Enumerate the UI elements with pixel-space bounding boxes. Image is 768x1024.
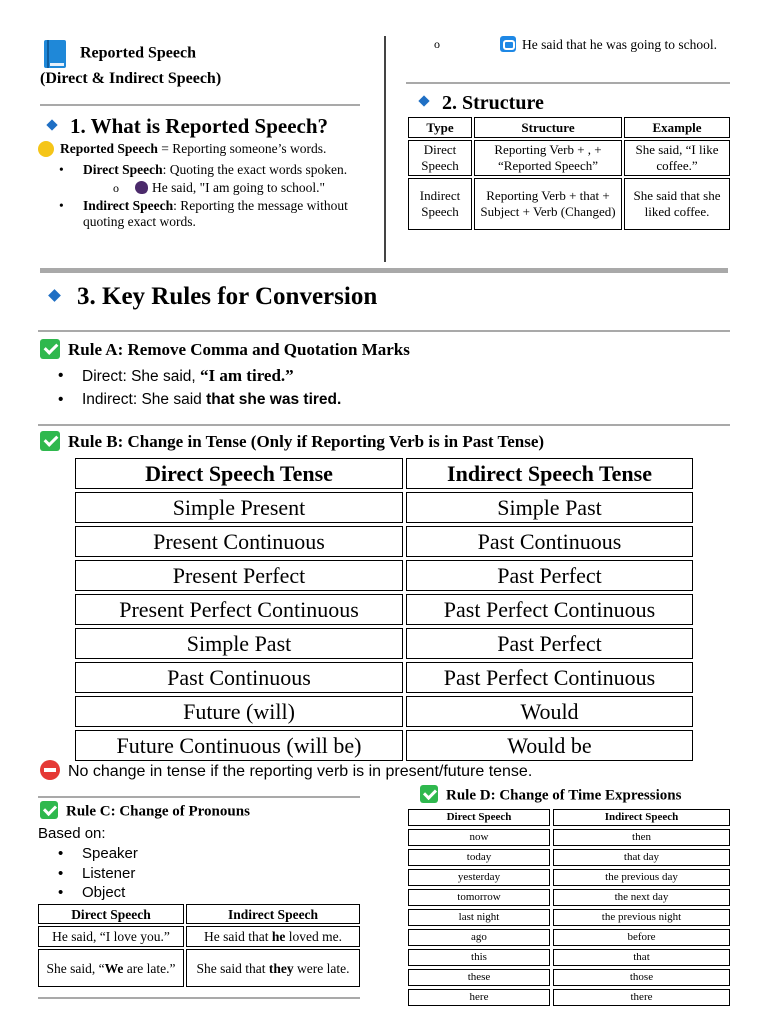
repeat-icon (500, 36, 516, 52)
table-cell: yesterday (408, 869, 550, 886)
rule-c-title: Rule C: Change of Pronouns (40, 803, 250, 821)
table-cell: Future (will) (75, 696, 403, 727)
pronoun-table (36, 902, 362, 989)
time-expression-table (405, 806, 733, 1009)
table-cell: Would be (406, 730, 693, 761)
table-cell: She said that she liked coffee. (624, 178, 730, 230)
list-item: • Direct: She said, “I am tired.” (82, 364, 341, 388)
definition: Reported Speech = Reporting someone’s words. (38, 141, 366, 158)
rule-c-based-on: Based on: (38, 825, 106, 842)
table-cell: that day (553, 849, 730, 866)
check-icon (40, 431, 60, 451)
rule-a-title: Rule A: Remove Comma and Quotation Marks (40, 340, 410, 361)
table-cell: now (408, 829, 550, 846)
table-header: Structure (474, 117, 622, 138)
divider (38, 997, 360, 999)
table-cell: She said that they were late. (186, 949, 360, 987)
page-title: Reported Speech (80, 44, 196, 62)
table-header: Indirect Speech (553, 809, 730, 826)
table-cell: Reporting Verb + , + “Reported Speech” (474, 140, 622, 176)
check-icon (40, 339, 60, 359)
table-cell: Past Continuous (75, 662, 403, 693)
list-item: • Indirect Speech: Reporting the message without quoting exact words. (83, 198, 366, 230)
table-header: Indirect Speech Tense (406, 458, 693, 489)
list-item: • Indirect: She said that she was tired. (82, 388, 341, 411)
list-item: o He said, "I am going to school." (135, 180, 366, 196)
section-divider (40, 268, 728, 273)
list-item: • Object (82, 883, 138, 903)
table-cell: She said, “I like coffee.” (624, 140, 730, 176)
table-cell: He said, “I love you.” (38, 926, 184, 947)
divider (38, 424, 730, 426)
table-cell: She said, “We are late.” (38, 949, 184, 987)
diamond-icon (46, 120, 57, 131)
lightbulb-icon (38, 141, 54, 157)
table-cell: Present Perfect Continuous (75, 594, 403, 625)
check-icon (40, 801, 58, 819)
table-cell: those (553, 969, 730, 986)
section1-body (38, 141, 366, 230)
column-divider (384, 36, 386, 262)
tense-note: No change in tense if the reporting verb is in present/future tense. (40, 762, 532, 782)
no-entry-icon (40, 760, 60, 780)
table-cell: today (408, 849, 550, 866)
table-cell: these (408, 969, 550, 986)
table-cell: Direct Speech (408, 140, 472, 176)
divider (38, 796, 360, 798)
section2-heading: 2. Structure (420, 92, 544, 115)
list-item: • Speaker (82, 844, 138, 864)
section1-heading: 1. What is Reported Speech? (48, 114, 328, 139)
table-cell: the previous night (553, 909, 730, 926)
table-cell: Indirect Speech (408, 178, 472, 230)
table-cell: Past Perfect Continuous (406, 662, 693, 693)
rule-c-list (82, 844, 138, 903)
table-cell: Simple Past (406, 492, 693, 523)
tense-table (72, 455, 696, 764)
table-cell: Simple Past (75, 628, 403, 659)
speaking-head-icon (135, 181, 148, 194)
table-cell: He said that he loved me. (186, 926, 360, 947)
table-cell: Simple Present (75, 492, 403, 523)
table-cell: Past Continuous (406, 526, 693, 557)
table-header: Type (408, 117, 472, 138)
table-cell: here (408, 989, 550, 1006)
table-cell: the previous day (553, 869, 730, 886)
table-header: Example (624, 117, 730, 138)
rule-b-title: Rule B: Change in Tense (Only if Reporting Verb is in Past Tense) (40, 432, 544, 453)
table-header: Direct Speech Tense (75, 458, 403, 489)
table-cell: Future Continuous (will be) (75, 730, 403, 761)
table-cell: before (553, 929, 730, 946)
table-cell: Present Continuous (75, 526, 403, 557)
structure-table (406, 115, 732, 232)
title-block (40, 40, 370, 88)
table-cell: Past Perfect (406, 628, 693, 659)
page-subtitle: (Direct & Indirect Speech) (40, 70, 222, 87)
table-header: Indirect Speech (186, 904, 360, 924)
structure-top-example: o He said that he was going to school. (478, 36, 718, 54)
section3-heading: 3. Key Rules for Conversion (50, 283, 377, 311)
rule-a-list (82, 364, 341, 411)
table-header: Direct Speech (408, 809, 550, 826)
table-cell: the next day (553, 889, 730, 906)
divider (40, 104, 360, 106)
table-cell: Reporting Verb + that + Subject + Verb (Changed) (474, 178, 622, 230)
table-cell: last night (408, 909, 550, 926)
divider (406, 82, 730, 84)
table-cell: then (553, 829, 730, 846)
table-cell: Past Perfect Continuous (406, 594, 693, 625)
table-cell: that (553, 949, 730, 966)
table-cell: there (553, 989, 730, 1006)
table-cell: Present Perfect (75, 560, 403, 591)
check-icon (420, 785, 438, 803)
table-cell: tomorrow (408, 889, 550, 906)
table-cell: this (408, 949, 550, 966)
table-cell: Past Perfect (406, 560, 693, 591)
diamond-icon (48, 289, 61, 302)
diamond-icon (418, 96, 429, 107)
list-item: • Direct Speech: Quoting the exact words spoken. (83, 162, 366, 178)
book-icon (44, 40, 66, 68)
divider (38, 330, 730, 332)
table-header: Direct Speech (38, 904, 184, 924)
table-cell: Would (406, 696, 693, 727)
table-cell: ago (408, 929, 550, 946)
rule-d-title: Rule D: Change of Time Expressions (420, 787, 681, 805)
list-item: • Listener (82, 864, 138, 884)
